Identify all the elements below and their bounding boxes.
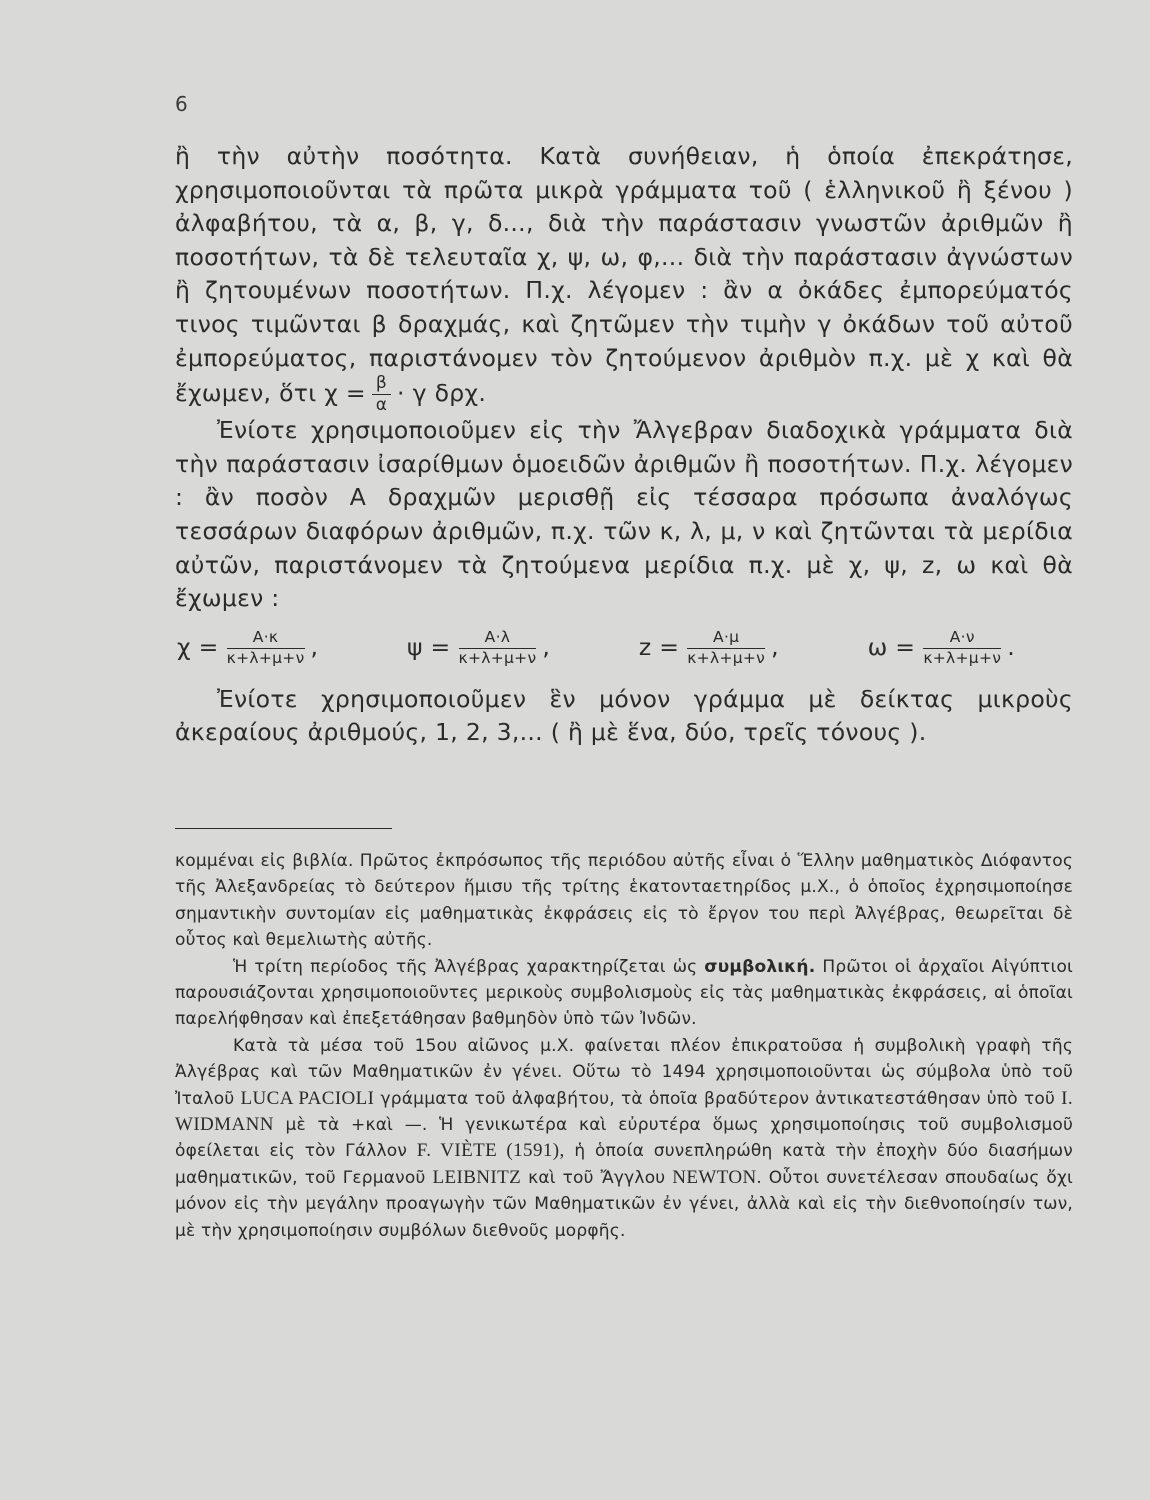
formula-numerator: Α·ν <box>923 630 1001 650</box>
inline-fraction-denominator: α <box>375 395 388 416</box>
paragraph-2: Ἐνίοτε χρησιμοποιοῦμεν εἰς τὴν Ἄλγεβραν διαδοχικὰ γράμματα διὰ τὴν παράστασιν ἰσαρίθμων ὁμοειδῶν ἀριθμῶν ἢ ποσοτήτων. Π.χ. λέγομεν : ἂν ποσὸν Α δραχμῶν μερισθῇ εἰς τέσσαρα πρόσωπα ἀναλόγως τεσσάρων διαφόρων ἀριθμῶν, π.χ. τῶν κ, λ, μ, ν καὶ ζητῶνται τὰ μερίδια αὐτῶν, παριστάνομεν τὰ ζητούμενα μερίδια π.χ. μὲ χ, ψ, z, ω καὶ θὰ ἔχωμεν : <box>175 416 1073 613</box>
main-body <box>175 140 1073 750</box>
formula-lhs: χ = <box>177 633 219 662</box>
footnote-2-bold-term: συμβολική. <box>704 956 816 977</box>
footnote-2-text-a: Ἡ τρίτη περίοδος τῆς Ἀλγέβρας χαρακτηρίζεται ὡς <box>233 956 698 977</box>
formula-punct: , <box>771 633 779 662</box>
paragraph-3: Ἐνίοτε χρησιμοποιοῦμεν ἓν μόνον γράμμα μὲ δείκτας μικροὺς ἀκεραίους ἀριθμούς, 1, 2, 3,... ( ἢ μὲ ἕνα, δύο, τρεῖς τόνους ). <box>175 684 1073 747</box>
formula-lhs: ψ = <box>406 633 451 662</box>
inline-formula-rest: · γ δρχ. <box>397 379 487 408</box>
formula-numerator: Α·λ <box>459 630 537 650</box>
formula-punct: . <box>1007 633 1015 662</box>
footnote-3-text-d: ἡ ὁποία συνεπληρώθη κατὰ τὴν ἐποχὴν δύο διασήμων μαθηματικῶν, τοῦ Γερμανοῦ <box>175 1141 1074 1188</box>
inline-formula-lhs: χ = <box>324 379 366 408</box>
formula-lhs: ω = <box>867 633 916 662</box>
formula-denominator: κ+λ+μ+ν <box>923 649 1002 668</box>
footnote-1: κομμέναι εἰς βιβλία. Πρῶτος ἐκπρόσωπος τῆς περιόδου αὐτῆς εἶναι ὁ Ἕλλην μαθηματικὸς Διόφαντος τῆς Ἀλεξανδρείας τὸ δεύτερον ἥμισυ τῆς τρίτης ἑκατονταετηρίδος μ.Χ., ὁ ὁποῖος ἐχρησιμοποίησε σημαντικὴν συντομίαν εἰς μαθηματικὰς ἐκφράσεις εἰς τὸ ἔργον του περὶ Ἀλγέβρας, θεωρεῖται δὲ οὗτος καὶ θεμελιωτὴς αὐτῆς. <box>175 851 1073 951</box>
name-viete: F. VIÈTE (1591), <box>416 1140 565 1162</box>
footnote-2-text-b: Πρῶτοι οἱ ἀρχαῖοι Αἰγύπτιοι παρουσιάζονται χρησιμοποιοῦντες μερικοὺς συμβολισμοὺς εἰς τὰς μαθηματικὰς ἐκφράσεις, αἱ ὁποῖαι παρελήφθησαν καὶ ἐπεξετάθησαν βαθμηδὸν ὑπὸ τῶν Ἰνδῶν. <box>175 956 1074 1030</box>
inline-fraction-numerator: β <box>372 375 391 395</box>
formula-denominator: κ+λ+μ+ν <box>687 649 766 668</box>
formula-numerator: Α·κ <box>227 630 305 650</box>
footnote-3 <box>175 1033 1073 1244</box>
formula-z <box>637 627 779 668</box>
formula-punct: , <box>310 633 319 662</box>
formula-row <box>175 627 1015 668</box>
name-leibnitz: LEIBNITZ <box>432 1166 522 1188</box>
footnote-3-text-c: μὲ τὰ +καὶ —. Ἡ γενικωτέρα καὶ εὐρυτέρα ὅμως χρησιμοποίησις τοῦ συμβολισμοῦ ὀφείλεται εἰς τὸν Γάλλον <box>175 1115 1073 1162</box>
name-newton: NEWTON. <box>672 1166 762 1188</box>
formula-psi <box>405 627 551 668</box>
page-number: 6 <box>175 92 188 116</box>
inline-formula <box>324 373 487 416</box>
name-widmann: I. WIDMANN <box>175 1087 1074 1136</box>
formula-denominator: κ+λ+μ+ν <box>226 649 305 668</box>
formula-fraction <box>687 627 766 668</box>
footnote-divider <box>175 828 392 829</box>
name-pacioli: LUCA PACIOLI <box>240 1087 375 1109</box>
footnote-2 <box>175 954 1073 1033</box>
formula-punct: , <box>542 633 551 662</box>
paragraph-1-text: ἢ τὴν αὐτὴν ποσότητα. Κατὰ συνήθειαν, ἡ ὁποία ἐπεκράτησε, χρησιμοποιοῦνται τὰ πρῶτα μικρὰ γράμματα τοῦ ( ἑλληνικοῦ ἢ ξένου ) ἀλφαβήτου, τὰ α, β, γ, δ..., διὰ τὴν παράστασιν γνωστῶν ἀριθμῶν ἢ ποσοτήτων, τὰ δὲ τελευταῖα χ, ψ, ω, φ,... διὰ τὴν παράστασιν ἀγνώστων ἢ ζητουμένων ποσοτήτων. Π.χ. λέγομεν : ἂν α ὀκάδες ἐμπορεύματός τινος τιμῶνται β δραχμάς, καὶ ζητῶμεν τὴν τιμὴν γ ὀκάδων τοῦ αὐτοῦ ἐμπορεύματος, παριστάνομεν τὸν ζητούμενον ἀριθμὸν π.χ. μὲ χ καὶ θὰ ἔχωμεν, ὅτι <box>175 142 1073 408</box>
formula-chi <box>175 627 319 668</box>
footnote-3-text-b: γράμματα τοῦ ἀλφαβήτου, τὰ ὁποῖα βραδύτερον ἀντικατεστάθησαν ὑπὸ τοῦ <box>380 1088 1056 1109</box>
footnote-3-text-a: Κατὰ τὰ μέσα τοῦ 15ου αἰῶνος μ.Χ. φαίνεται πλέον ἐπικρατοῦσα ἡ συμβολικὴ γραφὴ τῆς Ἀλγέβρας καὶ τῶν Μαθηματικῶν ἐν γένει. Οὕτω τὸ 1494 χρησιμοποιοῦνται ὡς σύμβολα ὑπὸ τοῦ Ἰταλοῦ <box>175 1035 1073 1109</box>
formula-denominator: κ+λ+μ+ν <box>458 649 537 668</box>
inline-fraction <box>372 375 391 414</box>
formula-fraction <box>458 627 537 668</box>
formula-lhs: z = <box>638 633 680 662</box>
footnotes <box>175 848 1073 1244</box>
formula-fraction <box>226 627 305 668</box>
formula-numerator: Α·μ <box>687 630 765 650</box>
paragraph-1 <box>175 140 1073 414</box>
formula-omega <box>866 627 1015 668</box>
footnote-3-text-f: Οὗτοι συνετέλεσαν σπουδαίως ὄχι μόνον εἰς τὴν μεγάλην προαγωγὴν τῶν Μαθηματικῶν ἐν γένει, ἀλλὰ καὶ εἰς τὴν διεθνοποίησίν των, μὲ τὴν χρησιμοποίησιν συμβόλων διεθνοῦς μορφῆς. <box>175 1167 1074 1241</box>
formula-fraction <box>923 627 1002 668</box>
footnote-3-text-e: καὶ τοῦ Ἄγγλου <box>528 1167 666 1188</box>
